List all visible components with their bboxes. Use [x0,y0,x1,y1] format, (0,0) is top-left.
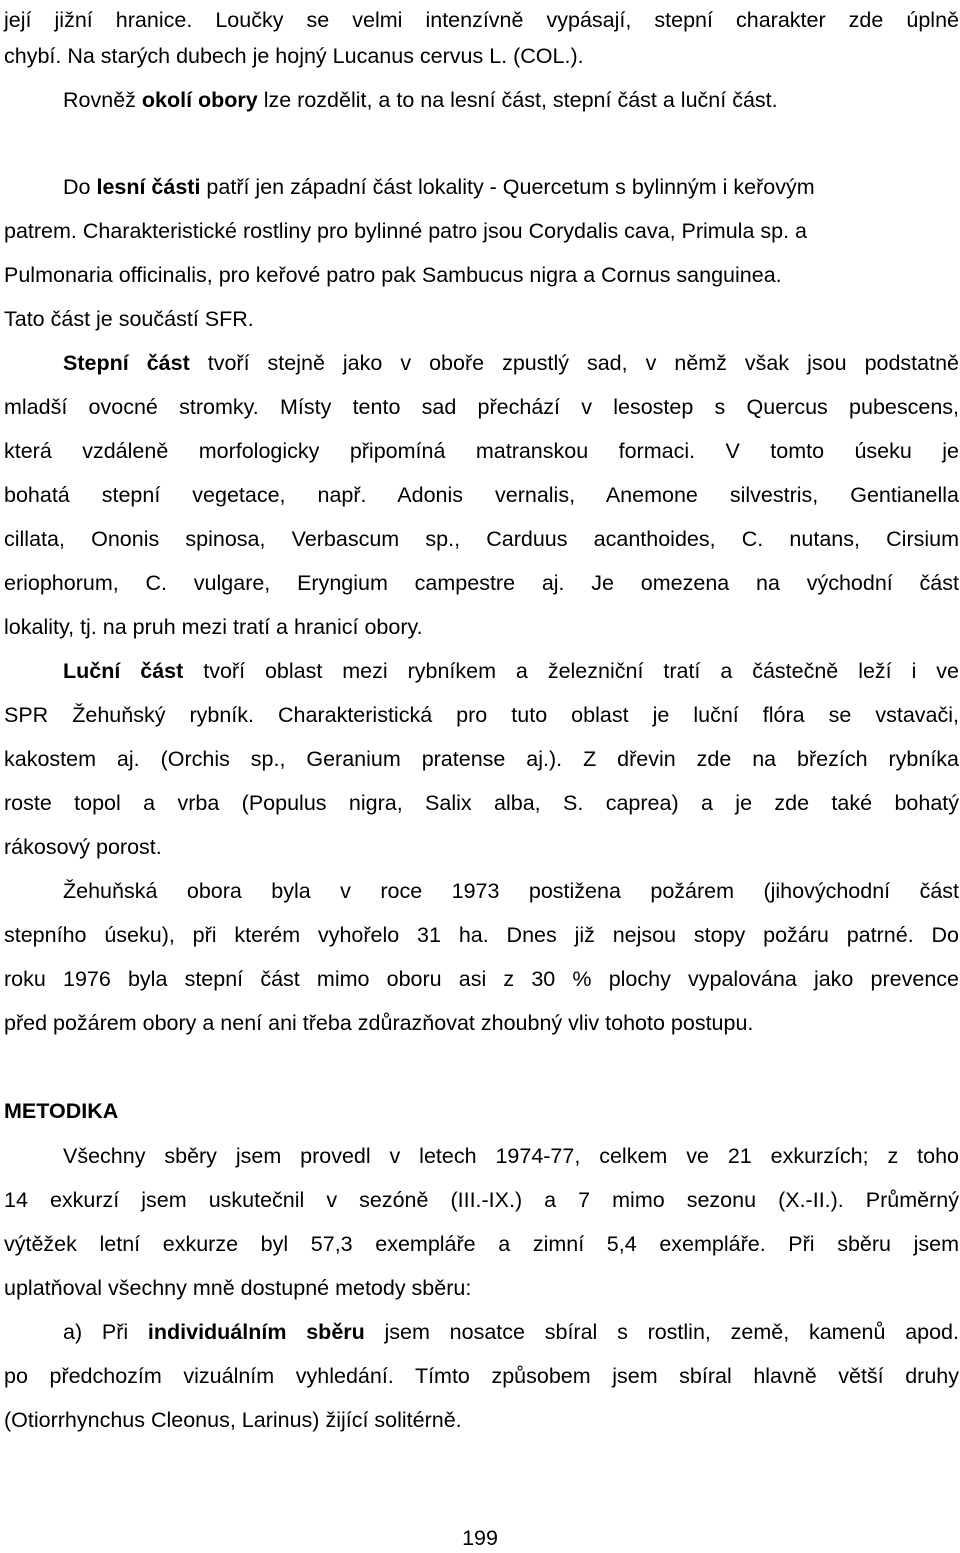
text-line [63,348,959,378]
text-run: chybí. Na starých dubech je hojný Lucanus cervus L. (COL.). [4,44,584,68]
text-run: Rovněž [63,88,142,112]
text-run: stepního úseku), při kterém vyhořelo 31 ha. Dnes již nejsou stopy požáru patrné. Do [4,923,959,947]
text-line [4,524,959,554]
text-run: Pulmonaria officinalis, pro keřové patro pak Sambucus nigra a Cornus sanguinea. [4,263,782,287]
text-run: její jižní hranice. Loučky se velmi intenzívně vypásají, stepní charakter zde úplně [4,8,959,32]
text-run: která vzdáleně morfologicky připomíná matranskou formaci. V tomto úseku je [4,439,959,463]
bold-term: individuálním sběru [147,1320,365,1344]
text-line [4,832,959,862]
text-run: uplatňoval všechny mně dostupné metody sběru: [4,1276,472,1300]
text-run: Tato část je součástí SFR. [4,307,254,331]
bold-term: lesní části [96,175,201,199]
text-line [4,480,959,510]
text-run: před požárem obory a není ani třeba zdůrazňovat zhoubný vliv tohoto postupu. [4,1011,754,1035]
text-line [4,568,959,598]
text-run: cillata, Ononis spinosa, Verbascum sp., Carduus acanthoides, C. nutans, Cirsium [4,527,959,551]
bold-term: Stepní část [63,351,190,375]
text-run: tvoří stejně jako v oboře zpustlý sad, v němž však jsou podstatně [189,351,960,375]
text-line [63,876,959,906]
text-line [4,392,959,422]
text-line [4,304,959,334]
text-run: patří jen západní část lokality - Quercetum s bylinným i keřovým [200,175,815,199]
text-run: Všechny sběry jsem provedl v letech 1974-77, celkem ve 21 exkurzích; z toho [63,1144,959,1168]
text-run: tvoří oblast mezi rybníkem a železniční tratí a částečně leží i ve [183,659,959,683]
page-number: 199 [462,1526,498,1550]
text-run: (Otiorrhynchus Cleonus, Larinus) žijící solitérně. [4,1408,462,1432]
text-line [63,656,959,686]
text-run: lze rozdělit, a to na lesní část, stepní část a luční část. [257,88,778,112]
text-line [63,1317,959,1347]
text-run: kakostem aj. (Orchis sp., Geranium pratense aj.). Z dřevin zde na březích rybníka [4,747,959,771]
text-run: 14 exkurzí jsem uskutečnil v sezóně (III.-IX.) a 7 mimo sezonu (X.-II.). Průměrný [4,1188,959,1212]
text-run: patrem. Charakteristické rostliny pro bylinné patro jsou Corydalis cava, Primula sp. a [4,219,807,243]
text-line [4,1361,959,1391]
text-run: Žehuňská obora byla v roce 1973 postižena požárem (jihovýchodní část [63,879,959,903]
text-line [4,216,959,246]
bold-term: okolí obory [141,88,258,112]
text-line [4,1229,959,1259]
text-run: rákosový porost. [4,835,162,859]
text-line [4,920,959,950]
text-line [4,744,959,774]
text-run: roku 1976 byla stepní část mimo oboru asi z 30 % plochy vypalována jako prevence [4,967,959,991]
text-line [4,1008,959,1038]
text-line [63,172,959,202]
text-line [63,85,959,115]
text-line [4,436,959,466]
text-run: mladší ovocné stromky. Místy tento sad přechází v lesostep s Quercus pubescens, [4,395,959,419]
text-run: bohatá stepní vegetace, např. Adonis vernalis, Anemone silvestris, Gentianella [4,483,959,507]
text-line [4,5,959,35]
text-line [4,700,959,730]
text-run: roste topol a vrba (Populus nigra, Salix alba, S. caprea) a je zde také bohatý [4,791,959,815]
text-run: eriophorum, C. vulgare, Eryngium campestre aj. Je omezena na východní část [4,571,959,595]
text-run: Do [63,175,97,199]
text-line [4,260,959,290]
text-run: jsem nosatce sbíral s rostlin, země, kamenů apod. [364,1320,959,1344]
text-line [4,788,959,818]
text-line [4,1273,959,1303]
text-line [4,612,959,642]
section-heading: METODIKA [4,1099,119,1123]
bold-term: Luční část [63,659,184,683]
text-run: SPR Žehuňský rybník. Charakteristická pro tuto oblast je luční flóra se vstavači, [4,703,959,727]
text-run: po předchozím vizuálním vyhledání. Tímto způsobem jsem sbíral hlavně větší druhy [4,1364,959,1388]
text-line [4,964,959,994]
text-line [4,1185,959,1215]
text-run: a) Při [63,1320,148,1344]
text-run: lokality, tj. na pruh mezi tratí a hranicí obory. [4,615,423,639]
text-run: výtěžek letní exkurze byl 57,3 exempláře a zimní 5,4 exempláře. Při sběru jsem [4,1232,959,1256]
text-line [4,41,959,71]
text-line [63,1141,959,1171]
text-line [4,1405,959,1435]
